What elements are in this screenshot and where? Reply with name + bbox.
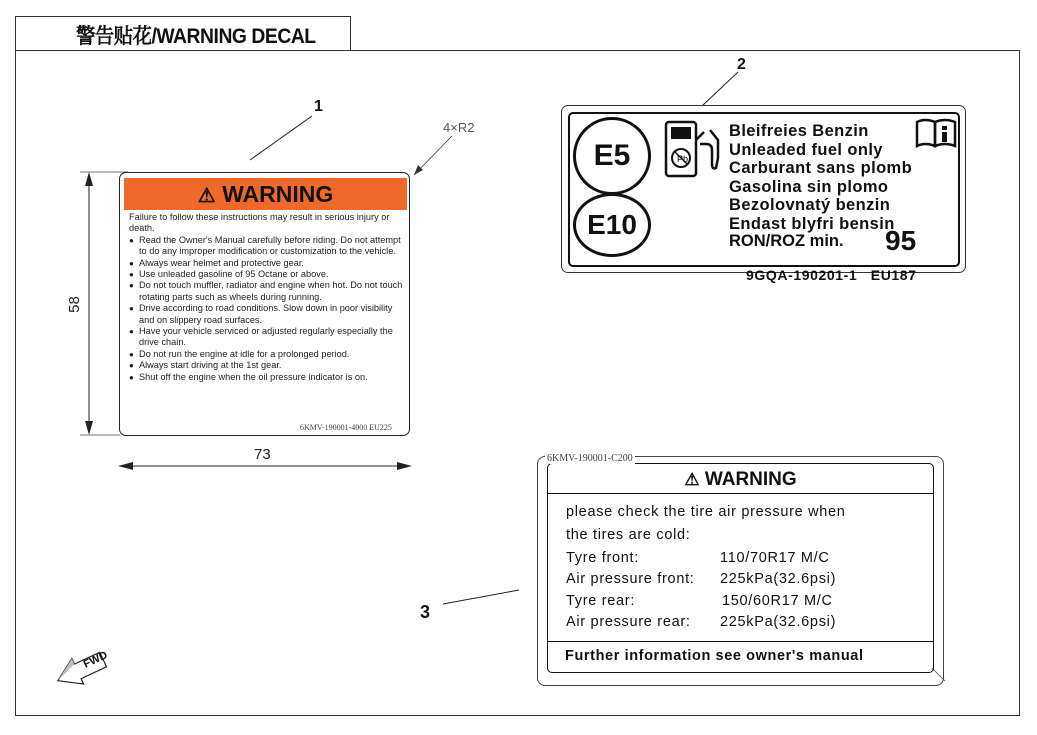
fuel-text-line: Gasolina sin plomo: [729, 177, 889, 196]
air-rear-value: 225kPa(32.6psi): [720, 614, 837, 630]
decal-3-part-code: 6KMV-190001-C200: [547, 453, 633, 464]
decal-1-part-code: 6KMV-190001-4000 EU225: [300, 423, 392, 432]
fwd-label: FWD: [81, 649, 110, 671]
callout-1: 1: [314, 98, 323, 115]
decal-1-header: ⚠ WARNING: [197, 181, 334, 207]
air-front-value: 225kPa(32.6psi): [720, 571, 837, 587]
height-label: 58: [65, 296, 83, 313]
ron-label: RON/ROZ min.: [729, 232, 844, 250]
warning-triangle-icon: ⚠: [197, 185, 216, 207]
list-item: ● Always start driving at the 1st gear.: [129, 360, 407, 371]
tyre-front-label: Tyre front:: [566, 550, 639, 566]
e5-badge: E5: [573, 117, 651, 195]
list-item: ● Read the Owner's Manual carefully before riding. Do not attempt to do any improper modification or customization to the vehicle.: [129, 235, 407, 258]
tyre-rear-value: 150/60R17 M/C: [722, 593, 833, 609]
list-item: ● Do not run the engine at idle for a prolonged period.: [129, 349, 407, 360]
page-title: 警告贴花/WARNING DECAL: [76, 25, 316, 48]
decal-3-header: ⚠ WARNING: [684, 469, 797, 490]
decal-1-intro: Failure to follow these instructions may result in serious injury or death.: [129, 212, 390, 234]
decal-3-instruction: the tires are cold:: [566, 527, 691, 543]
list-item: ● Do not touch muffler, radiator and engine when hot. Do not touch rotating parts such as wheels during running.: [129, 280, 407, 303]
corner-radius-label: 4×R2: [443, 120, 475, 135]
fuel-text-line: Unleaded fuel only: [729, 140, 883, 159]
list-item: ● Shut off the engine when the oil pressure indicator is on.: [129, 372, 407, 383]
list-item: ● Use unleaded gasoline of 95 Octane or above.: [129, 269, 407, 280]
list-item: ● Drive according to road conditions. Slow down in poor visibility and on slippery road surfaces.: [129, 303, 407, 326]
decal-2-part-code: 9GQA-190201-1 EU187: [746, 267, 917, 283]
decal-2-text-block: [729, 122, 912, 234]
e10-badge: E10: [573, 193, 651, 257]
fuel-text-line: Bezolovnatý benzin: [729, 196, 891, 215]
fuel-text-line: Bleifreies Benzin: [729, 122, 869, 140]
decal-1-body: [129, 212, 407, 383]
fuel-text-line: Endast blyfri bensin: [729, 214, 895, 233]
callout-2-leader: [702, 72, 738, 106]
fuel-text-line: Carburant sans plomb: [729, 159, 913, 178]
warning-triangle-icon: ⚠: [684, 470, 700, 489]
list-item: ● Have your vehicle serviced or adjusted regularly especially the drive chain.: [129, 326, 407, 349]
tyre-rear-label: Tyre rear:: [566, 593, 636, 609]
ron-value: 95: [885, 225, 917, 256]
svg-text:Pb: Pb: [677, 154, 689, 164]
callout-3-leader: [443, 590, 519, 604]
callout-3: 3: [420, 602, 431, 622]
width-label: 73: [254, 446, 271, 463]
callout-2: 2: [737, 56, 746, 73]
decal-3-divider: [547, 641, 934, 642]
tyre-front-value: 110/70R17 M/C: [720, 550, 830, 566]
decal-3-instruction: please check the tire air pressure when: [566, 504, 846, 520]
air-rear-label: Air pressure rear:: [566, 614, 691, 630]
info-book-icon: [915, 118, 957, 148]
decal-3-footer: Further information see owner's manual: [565, 648, 864, 664]
air-front-label: Air pressure front:: [566, 571, 695, 587]
fuel-pump-icon: [662, 118, 722, 180]
callout-1-leader: [250, 116, 312, 160]
list-item: ● Always wear helmet and protective gear.: [129, 258, 407, 269]
